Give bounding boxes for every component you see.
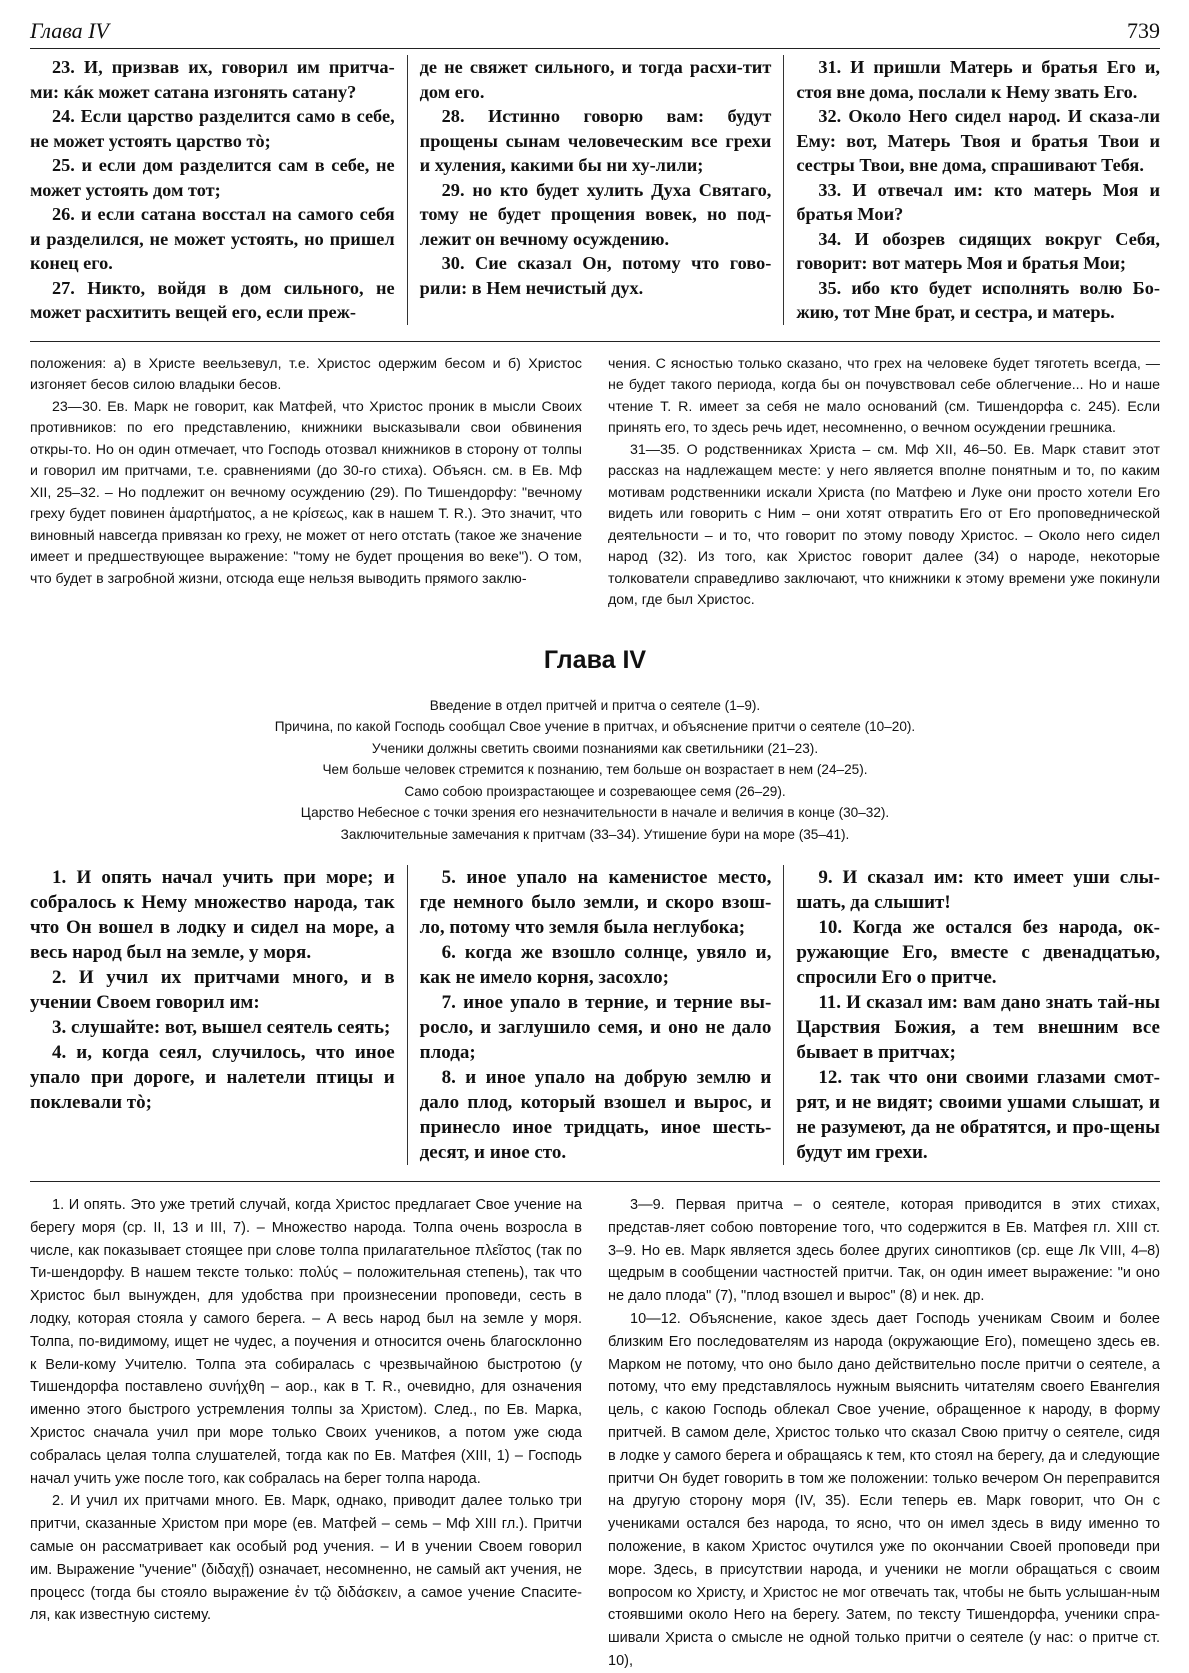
verse-24: 24. Если царство разделится само в себе, не может устоять царство тò; xyxy=(30,106,395,151)
scripture-column-2 xyxy=(407,865,784,1165)
section-divider xyxy=(30,1181,1160,1182)
summary-line: Ученики должны светить своими познаниями как светильники (21–23). xyxy=(371,740,819,756)
upper-commentary xyxy=(30,354,1160,612)
verse-23: 23. И, призвав их, говорил им притча-ми: кáк может сатана изгонять сатану? xyxy=(30,57,395,102)
scripture-column-1 xyxy=(30,865,407,1165)
verse-12: 12. так что они своими глазами смот-рят, и не видят; своими ушами слышат, и не разумеют, да не обратятся, и про-щены будут им грехи. xyxy=(796,1067,1160,1163)
summary-line: Введение в отдел притчей и притча о сеятеле (1–9). xyxy=(429,697,761,713)
lower-commentary xyxy=(30,1194,1160,1673)
verse-5: 5. иное упало на каменистое место, где немного было земли, и скоро взош-ло, потому что земля была неглубока; xyxy=(419,867,772,938)
verse-35: 35. ибо кто будет исполнять волю Бо-жию, тот Мне брат, и сестра, и матерь. xyxy=(796,277,1160,322)
verse-10: 10. Когда же остался без народа, ок-ружающие Его, вместе с двенадцатью, спросили Его о притче. xyxy=(796,917,1160,988)
running-head-title: Глава IV xyxy=(30,18,109,43)
chapter-heading: Глава IV xyxy=(543,645,647,674)
verse-29: 29. но кто будет хулить Духа Святаго, тому не будет прощения вовек, но под-лежит он вечному осуждению. xyxy=(419,179,772,249)
commentary-paragraph: положения: а) в Христе веельзевул, т.е. Христос одержим бесом и б) Христос изгоняет бесов силою владыки бесов. xyxy=(30,355,582,393)
summary-line: Чем больше человек стремится к познанию, тем больше он возрастает в нем (24–25). xyxy=(322,762,868,777)
commentary-paragraph: 10—12. Объяснение, какое здесь дает Господь ученикам Своим и более близким Его последователям из народа (окружающие Его), помещено здесь ев. Марком не потому, что оно было дано действительно после притчи о сеятеле, а потому, что ему представлялось нужным выяснить читателям своего Евангелия цель, с какою Господь облекал Свое учение, обращенное к народу, в форму притчей. В самом деле, Христос только что сказал Свою притчу о сеятеле, сидя в лодке у самого берега и обращаясь к тем, кто стоял на берегу, да и следующие притчи Он будет говорить в том же положении: только вечером Он переправится на другую сторону моря (IV, 35). Если теперь ев. Марк говорит, что Он с учениками остался без народа, то ясно, что он имел здесь в виду именно то положение, в каком Христос очутился уже по окончании Своей проповеди при море. Здесь, в присутствии народа, и ученики не могли обращаться с своим вопросом ко Христу, и Христос не мог отвечать так, чтобы не быть услышан-ным стоявшими около Него на берегу. Затем, по тексту Тишендорфа, ученики спра-шивали Христа о смысле не одной только притчи о сеятеле (у нас: о притче ст. 10), xyxy=(608,1310,1160,1669)
verse-7: 7. иное упало в терние, и терние вы-росло, и заглушило семя, и оно не дало плода; xyxy=(419,992,772,1063)
summary-line: Причина, по какой Господь сообщал Свое учение в притчах, и объяснение притчи о сеятеле (10–20). xyxy=(274,719,916,734)
commentary-paragraph: 31—35. О родственниках Христа – см. Мф XII, 46–50. Ев. Марк ставит этот рассказ на надлежащем месте: у него является вполне понятным и то, по каким мотивам родственники искали Христа (по Матфею и Луке они просто хотели Его видеть или говорить с Ним – они хотят отвратить Его от Его проповеднической деятельности – и то, что говорит по этому поводу Христос. – Около него сидел народ (32). Из того, как Христос говорит далее (34) о народе, некоторые толкователи справедливо заключают, что книжники к этому времени уже покинули дом, где был Христос. xyxy=(608,441,1160,608)
summary-line: Само собою произрастающее и созревающее семя (26–29). xyxy=(404,783,786,799)
section-divider xyxy=(30,341,1160,342)
verse-27-continuation: де не свяжет сильного, и тогда расхи-тит дом его. xyxy=(419,57,772,102)
verse-8: 8. и иное упало на добрую землю и дало плод, который взошел и вырос, и принесло иное тридцать, иное шесть-десят, и иное сто. xyxy=(419,1067,772,1163)
verse-1: 1. И опять начал учить при море; и собралось к Нему множество народа, так что Он вошел в лодку и сидел на море, а весь народ был на земле, у моря. xyxy=(30,867,395,963)
verse-31: 31. И пришли Матерь и братья Его и, стоя вне дома, послали к Нему звать Его. xyxy=(796,57,1160,102)
verse-2: 2. И учил их притчами много, и в учении Своем говорил им: xyxy=(30,967,395,1013)
verse-33: 33. И отвечал им: кто матерь Моя и братья Мои? xyxy=(796,179,1160,224)
verse-25: 25. и если дом разделится сам в себе, не может устоять дом тот; xyxy=(30,155,395,200)
scripture-column-3 xyxy=(783,55,1160,325)
commentary-paragraph: 2. И учил их притчами много. Ев. Марк, однако, приводит далее только три притчи, сказанные Христом при море (ев. Матфей – семь – Мф XIII гл.). Притчи самые он рассматривает как особый род учения. – И в учении Своем говорил им. Выражение "учение" (διδαχῇ) означает, несомненно, не самый акт учения, не процесс (тогда бы стояло выражение ἐν τῷ διδάσκειν, а самое учение Спасите-ля, как известную систему. xyxy=(30,1493,582,1624)
chapter-summary xyxy=(30,695,1160,846)
lower-scripture-text xyxy=(30,865,1160,1165)
verse-3: 3. слушайте: вот, вышел сеятель сеять; xyxy=(52,1017,391,1038)
scripture-column-2 xyxy=(407,55,784,325)
upper-scripture-text xyxy=(30,55,1160,325)
scripture-column-1 xyxy=(30,55,407,325)
scripture-column-3 xyxy=(783,865,1160,1165)
verse-11: 11. И сказал им: вам дано знать тай-ны Царствия Божия, а тем внешним все бывает в притчах; xyxy=(796,992,1160,1063)
verse-32: 32. Около Него сидел народ. И сказа-ли Ему: вот, Матерь Твоя и братья Твои и сестры Твои, вне дома, спрашивают Тебя. xyxy=(796,106,1160,175)
page xyxy=(30,18,1160,1673)
verse-27: 27. Никто, войдя в дом сильного, не может расхитить вещей его, если преж- xyxy=(30,277,395,322)
summary-line: Царство Небесное с точки зрения его незначительности в начале и величия в конце (30–32). xyxy=(300,805,890,820)
commentary-column-left xyxy=(30,354,582,612)
verse-9: 9. И сказал им: кто имеет уши слы-шать, да слышит! xyxy=(796,867,1160,913)
commentary-column-right xyxy=(608,1194,1160,1673)
verse-26: 26. и если сатана восстал на самого себя и разделился, не может устоять, но пришел конец его. xyxy=(30,204,395,273)
commentary-paragraph: 3—9. Первая притча – о сеятеле, которая приводится в этих стихах, представ-ляет собою повторение того, что содержится в Ев. Матфея гл. XIII ст. 3–9. Но ев. Марк является здесь более других синоптиков (ср. еще Лк VIII, 4–8) щедрым в сообщении частностей притчи. Так, он один имеет выражение: "и оно не дало плода" (7), "плод взошел и вырос" (8) и нек. др. xyxy=(608,1197,1160,1305)
page-number: 739 xyxy=(1127,18,1160,43)
running-head xyxy=(30,18,1160,49)
commentary-column-left xyxy=(30,1194,582,1673)
commentary-column-right xyxy=(608,354,1160,612)
verse-28: 28. Истинно говорю вам: будут прощены сынам человеческим все грехи и хуления, какими бы ни ху-лили; xyxy=(419,106,772,175)
commentary-paragraph: 1. И опять. Это уже третий случай, когда Христос предлагает Свое учение на берегу моря (ср. II, 13 и III, 7). – Множество народа. Толпа очень возросла в числе, как показывает стоящее при слове толпа прилагательное πλεῖστος (так по Ти-шендорфу. В нашем тексте только: πολύς – положительная степень), так что Христос был вынужден, для удобства при произнесении проповеди, сесть в лодку, которая стояла у самого берега. – А весь народ был на земле у моря. Толпа, по-видимому, ищет не чудес, а поучения и относится очень благосклонно к Вели-кому Учителю. Толпа эта собиралась с чрезвычайною быстротою (у Тишендорфа поставлено συνήχθη – аор., как в Т. R., очевидно, для означения именно этого быстрого устремления толпы за Христом). След., по Ев. Марка, Христос сначала учил при море только Своих учеников, а потом уже сюда собралась целая толпа слушателей, тогда как по Ев. Матфея (XIII, 1) – Господь начал учить уже после того, как собралась на берег толпа народа. xyxy=(30,1197,582,1487)
commentary-paragraph: чения. С ясностью только сказано, что грех на человеке будет тяготеть всегда, —не будет такого периода, когда бы он почувствовал себе облегчение... Но и наше чтение Т. R. имеет за себя не мало оснований (см. Тишендорфа с. 245). Если принять его, то здесь речь идет, несомненно, о вечном осуждении грешника. xyxy=(608,355,1160,436)
verse-30: 30. Сие сказал Он, потому что гово-рили: в Нем нечистый дух. xyxy=(419,253,772,298)
commentary-paragraph: 23—30. Ев. Марк не говорит, как Матфей, что Христос проник в мысли Своих противников: по его представлению, книжники высказывали свои обвинения откры-то. Но он один отмечает, что Господь отозвал книжников в сторону от толпы и говорил им притчами, т.е. сравнениями (до 30-го стиха). Объясн. см. в Ев. Мф XII, 25–32. – Но подлежит он вечному осуждению (29). По Тишендорфу: "вечному греху будет повинен ἁμαρτήματος, а не κρίσεως, как в нашем Т. R.). Это значит, что виновный навсегда привязан ко греху, не может от него отстать (такое же значение имеет и предшествующее выражение: "тому не будет прощения во веке"). О том, что будет в загробной жизни, отсюда еще нельзя выводить прямого заклю- xyxy=(30,398,582,587)
verse-4: 4. и, когда сеял, случилось, что иное упало при дороге, и налетели птицы и поклевали тò; xyxy=(30,1042,395,1113)
verse-34: 34. И обозрев сидящих вокруг Себя, говорит: вот матерь Моя и братья Мои; xyxy=(796,228,1160,273)
summary-line: Заключительные замечания к притчам (33–34). Утишение бури на море (35–41). xyxy=(340,826,850,842)
verse-6: 6. когда же взошло солнце, увяло и, как не имело корня, засохло; xyxy=(419,942,772,988)
